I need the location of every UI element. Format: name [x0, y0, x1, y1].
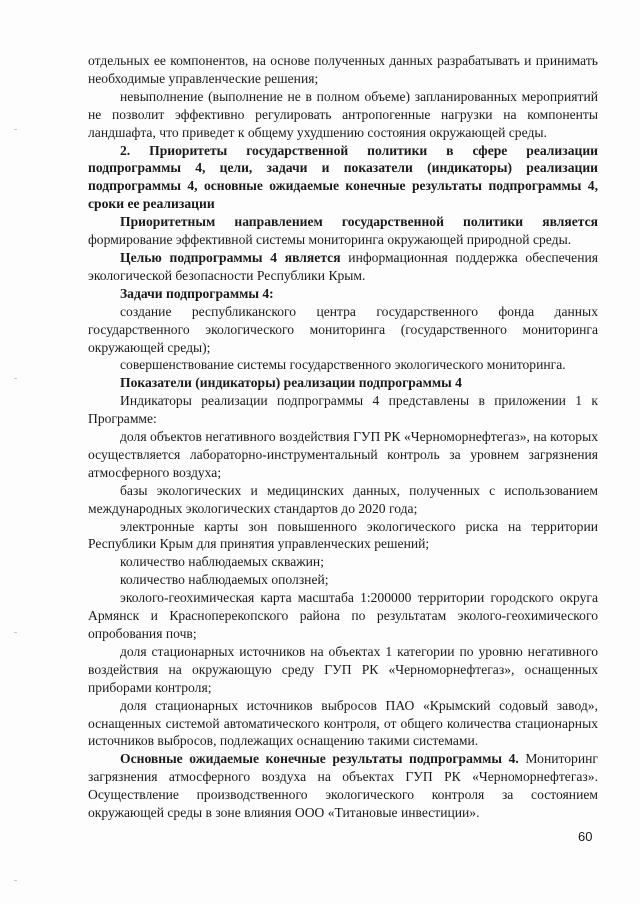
text-run: формирование эффективной системы мониторинга окружающей природной среды. — [88, 232, 572, 248]
paragraph — [88, 750, 598, 822]
document-body — [88, 52, 598, 822]
list-item: электронные карты зон повышенного экологического риска на территории Республики Крым для принятия управленческих решений; — [88, 518, 598, 552]
list-item: доля стационарных источников выбросов ПАО «Крымский содовый завод», оснащенных системой автоматического контроля, от общего количества стационарных источников выбросов, подлежащих оснащению такими системами. — [88, 697, 598, 749]
subheading: Задачи подпрограммы 4: — [120, 285, 274, 301]
scan-mark — [14, 129, 17, 130]
list-item: количество наблюдаемых оползней; — [120, 572, 329, 588]
text-run: Мониторинг загрязнения атмосферного воздуха на объектах ГУП РК «Черноморнефтегаз». Осуществление производственного экологического контроля за состоянием окружающей среды в зоне влияния ООО «Титановые инвестиции». — [88, 751, 598, 821]
bold-phrase: Основные ожидаемые конечные результаты подпрограммы 4. — [120, 751, 519, 767]
paragraph — [88, 213, 598, 249]
list-item: доля объектов негативного воздействия ГУП РК «Черноморнефтегаз», на которых осуществляется лабораторно-инструментальный контроль за уровнем загрязнения атмосферного воздуха; — [88, 429, 598, 480]
section-heading: 2. Приоритеты государственной политики в сфере реализации подпрограммы 4, цели, задачи и показатели (индикаторы) реализации подпрограммы 4, основные ожидаемые конечные результаты подпрограммы 4, сроки ее реализации — [88, 142, 598, 212]
list-item: совершенствование системы государственного экологического мониторинга. — [120, 357, 566, 373]
scan-mark — [14, 378, 17, 379]
scan-mark — [14, 880, 17, 881]
list-item: доля стационарных источников на объектах 1 категории по уровню негативного воздействия на окружающую среду ГУП РК «Черноморнефтегаз», оснащенных приборами контроля; — [88, 643, 598, 695]
page-number: 60 — [578, 829, 593, 844]
paragraph: отдельных ее компонентов, на основе полученных данных разрабатывать и принимать необходимые управленческие решения; — [88, 53, 598, 86]
list-item: создание республиканского центра государственного фонда данных государственного экологического мониторинга (государственного мониторинга окружающей среды); — [88, 303, 598, 355]
paragraph — [88, 249, 598, 285]
paragraph: Индикаторы реализации подпрограммы 4 представлены в приложении 1 к Программе: — [88, 393, 598, 427]
paragraph: невыполнение (выполнение не в полном объеме) запланированных мероприятий не позволит эффективно регулировать антропогенные нагрузки на компоненты ландшафта, что приведет к общему ухудшению состояния окружающей среды. — [88, 88, 598, 140]
scan-mark — [14, 632, 17, 633]
bold-phrase: Приоритетным направлением государственной политики является — [120, 214, 598, 230]
list-item: базы экологических и медицинских данных, полученных с использованием международных экологических стандартов до 2020 года; — [88, 482, 598, 516]
bold-phrase: Целью подпрограммы 4 является — [120, 249, 341, 265]
subheading: Показатели (индикаторы) реализации подпрограммы 4 — [120, 375, 462, 391]
text-run: информационная поддержка обеспечения экологической безопасности Республики Крым. — [88, 249, 599, 283]
list-item: количество наблюдаемых скважин; — [120, 554, 324, 570]
list-item: эколого-геохимическая карта масштаба 1:200000 территории городского округа Армянск и Красноперекопского района по результатам эколого-геохимического опробования почв; — [88, 590, 598, 641]
